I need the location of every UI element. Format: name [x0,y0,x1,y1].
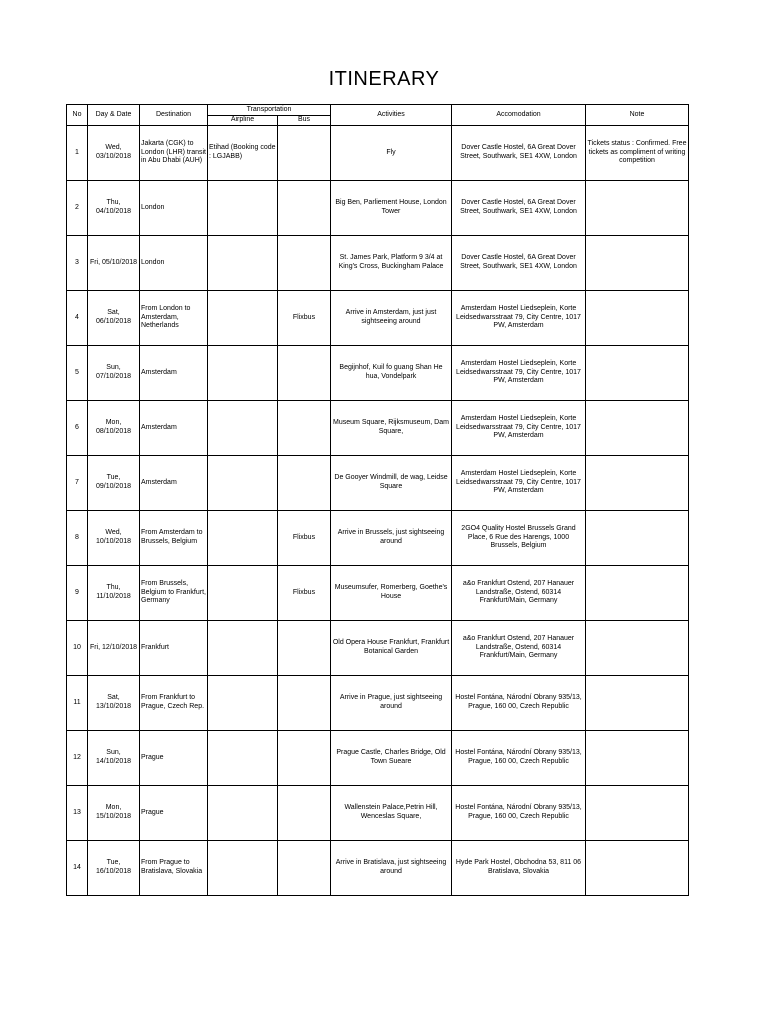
header-bus: Bus [278,116,331,126]
cell-accommodation: Dover Castle Hostel, 6A Great Dover Street, Southwark, SE1 4XW, London [452,126,586,181]
cell-no: 11 [67,676,88,731]
table-row [67,731,689,786]
cell-accommodation: Dover Castle Hostel, 6A Great Dover Street, Southwark, SE1 4XW, London [452,236,586,291]
cell-note [586,456,689,511]
table-row [67,346,689,401]
cell-note [586,621,689,676]
cell-day-date: Fri, 05/10/2018 [88,236,140,291]
cell-day-date: Sun, 14/10/2018 [88,731,140,786]
header-destination: Destination [140,105,208,126]
cell-activities: De Gooyer Windmill, de wag, Leidse Square [331,456,452,511]
cell-airline [208,346,278,401]
header-transportation: Transportation [208,105,331,116]
cell-note [586,786,689,841]
cell-activities: Arrive in Bratislava, just sightseeing around [331,841,452,896]
cell-no: 3 [67,236,88,291]
cell-activities: Prague Castle, Charles Bridge, Old Town Sueare [331,731,452,786]
cell-bus: Flixbus [278,566,331,621]
cell-day-date: Thu, 04/10/2018 [88,181,140,236]
cell-note [586,841,689,896]
cell-note [586,236,689,291]
cell-no: 10 [67,621,88,676]
table-row [67,181,689,236]
cell-day-date: Sun, 07/10/2018 [88,346,140,401]
cell-bus [278,401,331,456]
cell-no: 4 [67,291,88,346]
cell-bus [278,236,331,291]
cell-accommodation: Amsterdam Hostel Liedseplein, Korte Leidsedwarsstraat 79, City Centre, 1017 PW, Amsterdam [452,346,586,401]
cell-day-date: Sat, 06/10/2018 [88,291,140,346]
cell-airline [208,401,278,456]
cell-activities: Fly [331,126,452,181]
table-row [67,236,689,291]
cell-no: 5 [67,346,88,401]
cell-day-date: Wed, 10/10/2018 [88,511,140,566]
cell-note [586,511,689,566]
cell-airline [208,566,278,621]
cell-accommodation: Hostel Fontána, Národní Obrany 935/13, Prague, 160 00, Czech Republic [452,786,586,841]
cell-day-date: Thu, 11/10/2018 [88,566,140,621]
cell-note: Tickets status : Confirmed. Free tickets as compliment of writing competition [586,126,689,181]
cell-destination: London [140,236,208,291]
cell-bus [278,676,331,731]
cell-destination: Jakarta (CGK) to London (LHR) transit in Abu Dhabi (AUH) [140,126,208,181]
cell-activities: Arrive in Prague, just sightseeing around [331,676,452,731]
itinerary-body [67,126,689,896]
cell-airline [208,676,278,731]
cell-bus [278,126,331,181]
table-header-row [67,105,689,116]
cell-no: 6 [67,401,88,456]
header-no: No [67,105,88,126]
cell-note [586,676,689,731]
cell-bus [278,181,331,236]
cell-airline [208,236,278,291]
cell-no: 13 [67,786,88,841]
cell-day-date: Sat, 13/10/2018 [88,676,140,731]
header-note: Note [586,105,689,126]
cell-bus: Flixbus [278,511,331,566]
table-row [67,456,689,511]
cell-destination: From Prague to Bratislava, Slovakia [140,841,208,896]
cell-destination: Amsterdam [140,401,208,456]
cell-bus [278,841,331,896]
cell-destination: Amsterdam [140,346,208,401]
table-row [67,841,689,896]
cell-activities: St. James Park, Platform 9 3/4 at King's Cross, Buckingham Palace [331,236,452,291]
cell-day-date: Wed, 03/10/2018 [88,126,140,181]
cell-destination: From London to Amsterdam, Netherlands [140,291,208,346]
cell-activities: Museum Square, Rijksmuseum, Dam Square, [331,401,452,456]
cell-note [586,181,689,236]
itinerary-table [66,104,689,896]
cell-accommodation: 2GO4 Quality Hostel Brussels Grand Place, 6 Rue des Harengs, 1000 Brussels, Belgium [452,511,586,566]
cell-day-date: Fri, 12/10/2018 [88,621,140,676]
header-accommodation: Accomodation [452,105,586,126]
cell-airline [208,731,278,786]
cell-note [586,731,689,786]
cell-accommodation: Amsterdam Hostel Liedseplein, Korte Leidsedwarsstraat 79, City Centre, 1017 PW, Amsterdam [452,401,586,456]
cell-activities: Museumsufer, Romerberg, Goethe's House [331,566,452,621]
cell-activities: Wallenstein Palace,Petrin Hill, Wenceslas Square, [331,786,452,841]
table-row [67,676,689,731]
page-title: ITINERARY [328,68,440,90]
cell-day-date: Mon, 15/10/2018 [88,786,140,841]
table-row [67,566,689,621]
table-row [67,291,689,346]
cell-accommodation: Hostel Fontána, Národní Obrany 935/13, Prague, 160 00, Czech Republic [452,676,586,731]
cell-no: 2 [67,181,88,236]
cell-destination: From Brussels, Belgium to Frankfurt, Germany [140,566,208,621]
cell-destination: From Amsterdam to Brussels, Belgium [140,511,208,566]
cell-no: 14 [67,841,88,896]
cell-activities: Arrive in Brussels, just sightseeing around [331,511,452,566]
cell-accommodation: a&o Frankfurt Ostend, 207 Hanauer Landstraße, Ostend, 60314 Frankfurt/Main, Germany [452,621,586,676]
cell-activities: Begijnhof, Kuil fo guang Shan He hua, Vondelpark [331,346,452,401]
table-row [67,401,689,456]
cell-destination: Frankfurt [140,621,208,676]
cell-destination: Prague [140,786,208,841]
cell-note [586,346,689,401]
cell-airline [208,181,278,236]
table-row [67,126,689,181]
header-airline: Airpline [208,116,278,126]
cell-activities: Old Opera House Frankfurt, Frankfurt Botanical Garden [331,621,452,676]
cell-note [586,291,689,346]
cell-airline [208,456,278,511]
cell-day-date: Mon, 08/10/2018 [88,401,140,456]
cell-accommodation: Dover Castle Hostel, 6A Great Dover Street, Southwark, SE1 4XW, London [452,181,586,236]
cell-bus [278,456,331,511]
cell-airline: Etihad (Booking code : LGJABB) [208,126,278,181]
cell-destination: Prague [140,731,208,786]
cell-airline [208,841,278,896]
cell-destination: London [140,181,208,236]
cell-activities: Arrive in Amsterdam, just just sightseeing around [331,291,452,346]
cell-no: 12 [67,731,88,786]
cell-bus [278,786,331,841]
header-day-date: Day & Date [88,105,140,126]
cell-airline [208,291,278,346]
cell-airline [208,786,278,841]
table-row [67,786,689,841]
cell-bus [278,731,331,786]
cell-no: 1 [67,126,88,181]
cell-note [586,401,689,456]
cell-no: 8 [67,511,88,566]
cell-no: 9 [67,566,88,621]
cell-bus [278,621,331,676]
cell-airline [208,621,278,676]
cell-day-date: Tue, 09/10/2018 [88,456,140,511]
cell-no: 7 [67,456,88,511]
cell-destination: Amsterdam [140,456,208,511]
cell-airline [208,511,278,566]
header-activities: Activities [331,105,452,126]
cell-accommodation: Amsterdam Hostel Liedseplein, Korte Leidsedwarsstraat 79, City Centre, 1017 PW, Amsterdam [452,456,586,511]
cell-note [586,566,689,621]
cell-bus: Flixbus [278,291,331,346]
cell-bus [278,346,331,401]
cell-day-date: Tue, 16/10/2018 [88,841,140,896]
cell-accommodation: Amsterdam Hostel Liedseplein, Korte Leidsedwarsstraat 79, City Centre, 1017 PW, Amsterdam [452,291,586,346]
cell-accommodation: a&o Frankfurt Ostend, 207 Hanauer Landstraße, Ostend, 60314 Frankfurt/Main, Germany [452,566,586,621]
cell-activities: Big Ben, Parliement House, London Tower [331,181,452,236]
cell-accommodation: Hostel Fontána, Národní Obrany 935/13, Prague, 160 00, Czech Republic [452,731,586,786]
table-row [67,511,689,566]
cell-accommodation: Hyde Park Hostel, Obchodna 53, 811 06 Bratislava, Slovakia [452,841,586,896]
table-row [67,621,689,676]
cell-destination: From Frankfurt to Prague, Czech Rep. [140,676,208,731]
